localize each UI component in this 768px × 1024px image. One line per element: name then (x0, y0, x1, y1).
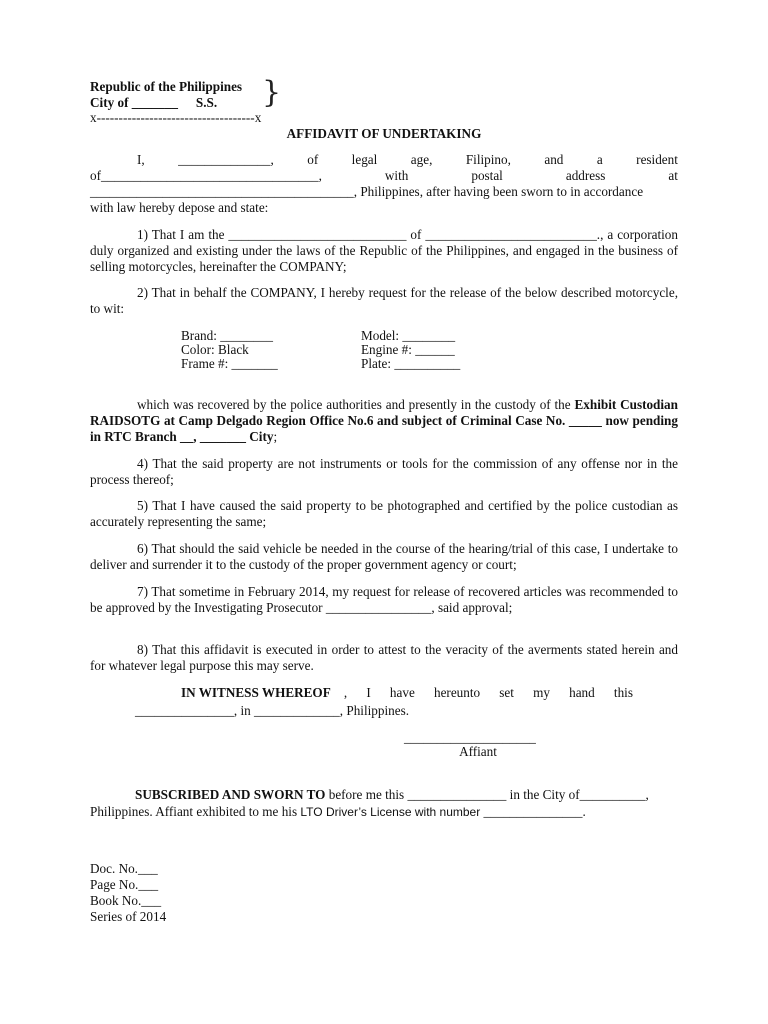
jurat-line-1 (135, 787, 649, 803)
republic-line: Republic of the Philippines (90, 79, 243, 94)
intro-word: resident (636, 152, 678, 167)
paragraph-8: 8) That this affidavit is executed in order to attest to the veracity of the averments stated herein and for whatever legal purpose this may serve. (90, 642, 678, 673)
intro-word: with (384, 168, 409, 183)
intro-word: legal (351, 152, 378, 167)
witness-word: hereunto (433, 685, 481, 700)
intro-word: I, (137, 152, 145, 167)
witness-word: have (389, 685, 415, 700)
jurat-text: before me this _______________ in the City of__________, (325, 787, 649, 802)
intro-line-3: ________________________________________, Philippines, after having been sworn to in accordance (90, 184, 644, 199)
page-no: Page No.___ (90, 877, 159, 892)
jurat-text: Philippines. Affiant exhibited to me his (90, 804, 301, 819)
paragraph-7: 7) That sometime in February 2014, my request for release of recovered articles was recommended to be approved by the Investigating Prosecutor ________________, said approval; (90, 584, 678, 615)
document-title: AFFIDAVIT OF UNDERTAKING (286, 126, 482, 141)
p3-suffix: ; (273, 429, 278, 444)
frame-field: Frame #: _______ (181, 356, 278, 371)
jurat-bold: SUBSCRIBED AND SWORN TO (135, 787, 326, 802)
intro-word: at (668, 168, 678, 183)
witness-word: hand (569, 685, 595, 700)
license-text: LTO Driver’s License with number (300, 805, 481, 819)
p3-bold-text: Exhibit Custodian RAIDSOTG at Camp Delgado Region Office No.6 and subject of Criminal Case No. _____ now pending in RTC Branch __, _______ City (90, 397, 678, 444)
paragraph-6: 6) That should the said vehicle be needed in the course of the hearing/trial of this case, I undertake to deliver and surrender it to the custody of the proper government agency or court; (90, 541, 678, 572)
caption-block (90, 75, 290, 111)
witness-word: this (613, 685, 633, 700)
affiant-label: Affiant (459, 744, 497, 759)
witness-word: set (499, 685, 514, 700)
paragraph-3 (90, 397, 678, 445)
intro-word: and (544, 152, 564, 167)
paragraph-5: 5) That I have caused the said property to be photographed and certified by the police custodian as accurately representing the same; (90, 498, 678, 529)
intro-word: postal (471, 168, 503, 183)
intro-word: address (565, 168, 606, 183)
intro-word: ______________, (178, 152, 274, 167)
intro-word: Filipino, (465, 152, 511, 167)
intro-line-1 (137, 152, 678, 168)
brace-icon: } (262, 75, 282, 110)
witness-line-1: IN WITNESS WHEREOF , I have hereunto set my hand this (181, 685, 633, 700)
intro-word: of_________________________________, (90, 168, 322, 183)
intro-word: of (307, 152, 319, 167)
city-label: City of _______ (90, 95, 178, 110)
doc-no: Doc. No.___ (90, 861, 158, 876)
plate-field: Plate: __________ (361, 356, 461, 371)
witness-word: I (366, 685, 371, 700)
jurat-text: _______________. (480, 804, 586, 819)
p3-text: which was recovered by the police authorities and presently in the custody of the (137, 397, 575, 412)
paragraph-4: 4) That the said property are not instruments or tools for the commission of any offense nor in the process thereof; (90, 456, 678, 487)
model-field: Model: ________ (361, 328, 456, 343)
intro-word: a (596, 152, 603, 167)
paragraph-1: 1) That I am the ___________________________ of __________________________., a corporation duly organized and existing under the laws of the Republic of the Philippines, and engaged in the business of selling motorcycles, hereinafter the COMPANY; (90, 227, 678, 274)
paragraph-2: 2) That in behalf the COMPANY, I hereby request for the release of the below described motorcycle, to wit: (90, 285, 678, 316)
book-no: Book No.___ (90, 893, 162, 908)
ss-label: S.S. (195, 95, 218, 110)
brand-field: Brand: ________ (181, 328, 273, 343)
witness-word: my (533, 685, 550, 700)
intro-line-2 (90, 168, 678, 184)
affiant-signature-line: ____________________ (404, 730, 536, 745)
witness-line-2: _______________, in _____________, Philippines. (135, 703, 410, 718)
intro-line-4: with law hereby depose and state: (90, 200, 269, 215)
witness-bold: IN WITNESS WHEREOF (181, 685, 331, 700)
engine-field: Engine #: ______ (361, 342, 455, 357)
series-year: Series of 2014 (90, 909, 167, 924)
city-line (90, 95, 290, 111)
separator-line: x------------------------------------x (90, 110, 262, 125)
intro-word: age, (410, 152, 433, 167)
color-field: Color: Black (181, 342, 249, 357)
jurat-line-2 (90, 804, 586, 820)
